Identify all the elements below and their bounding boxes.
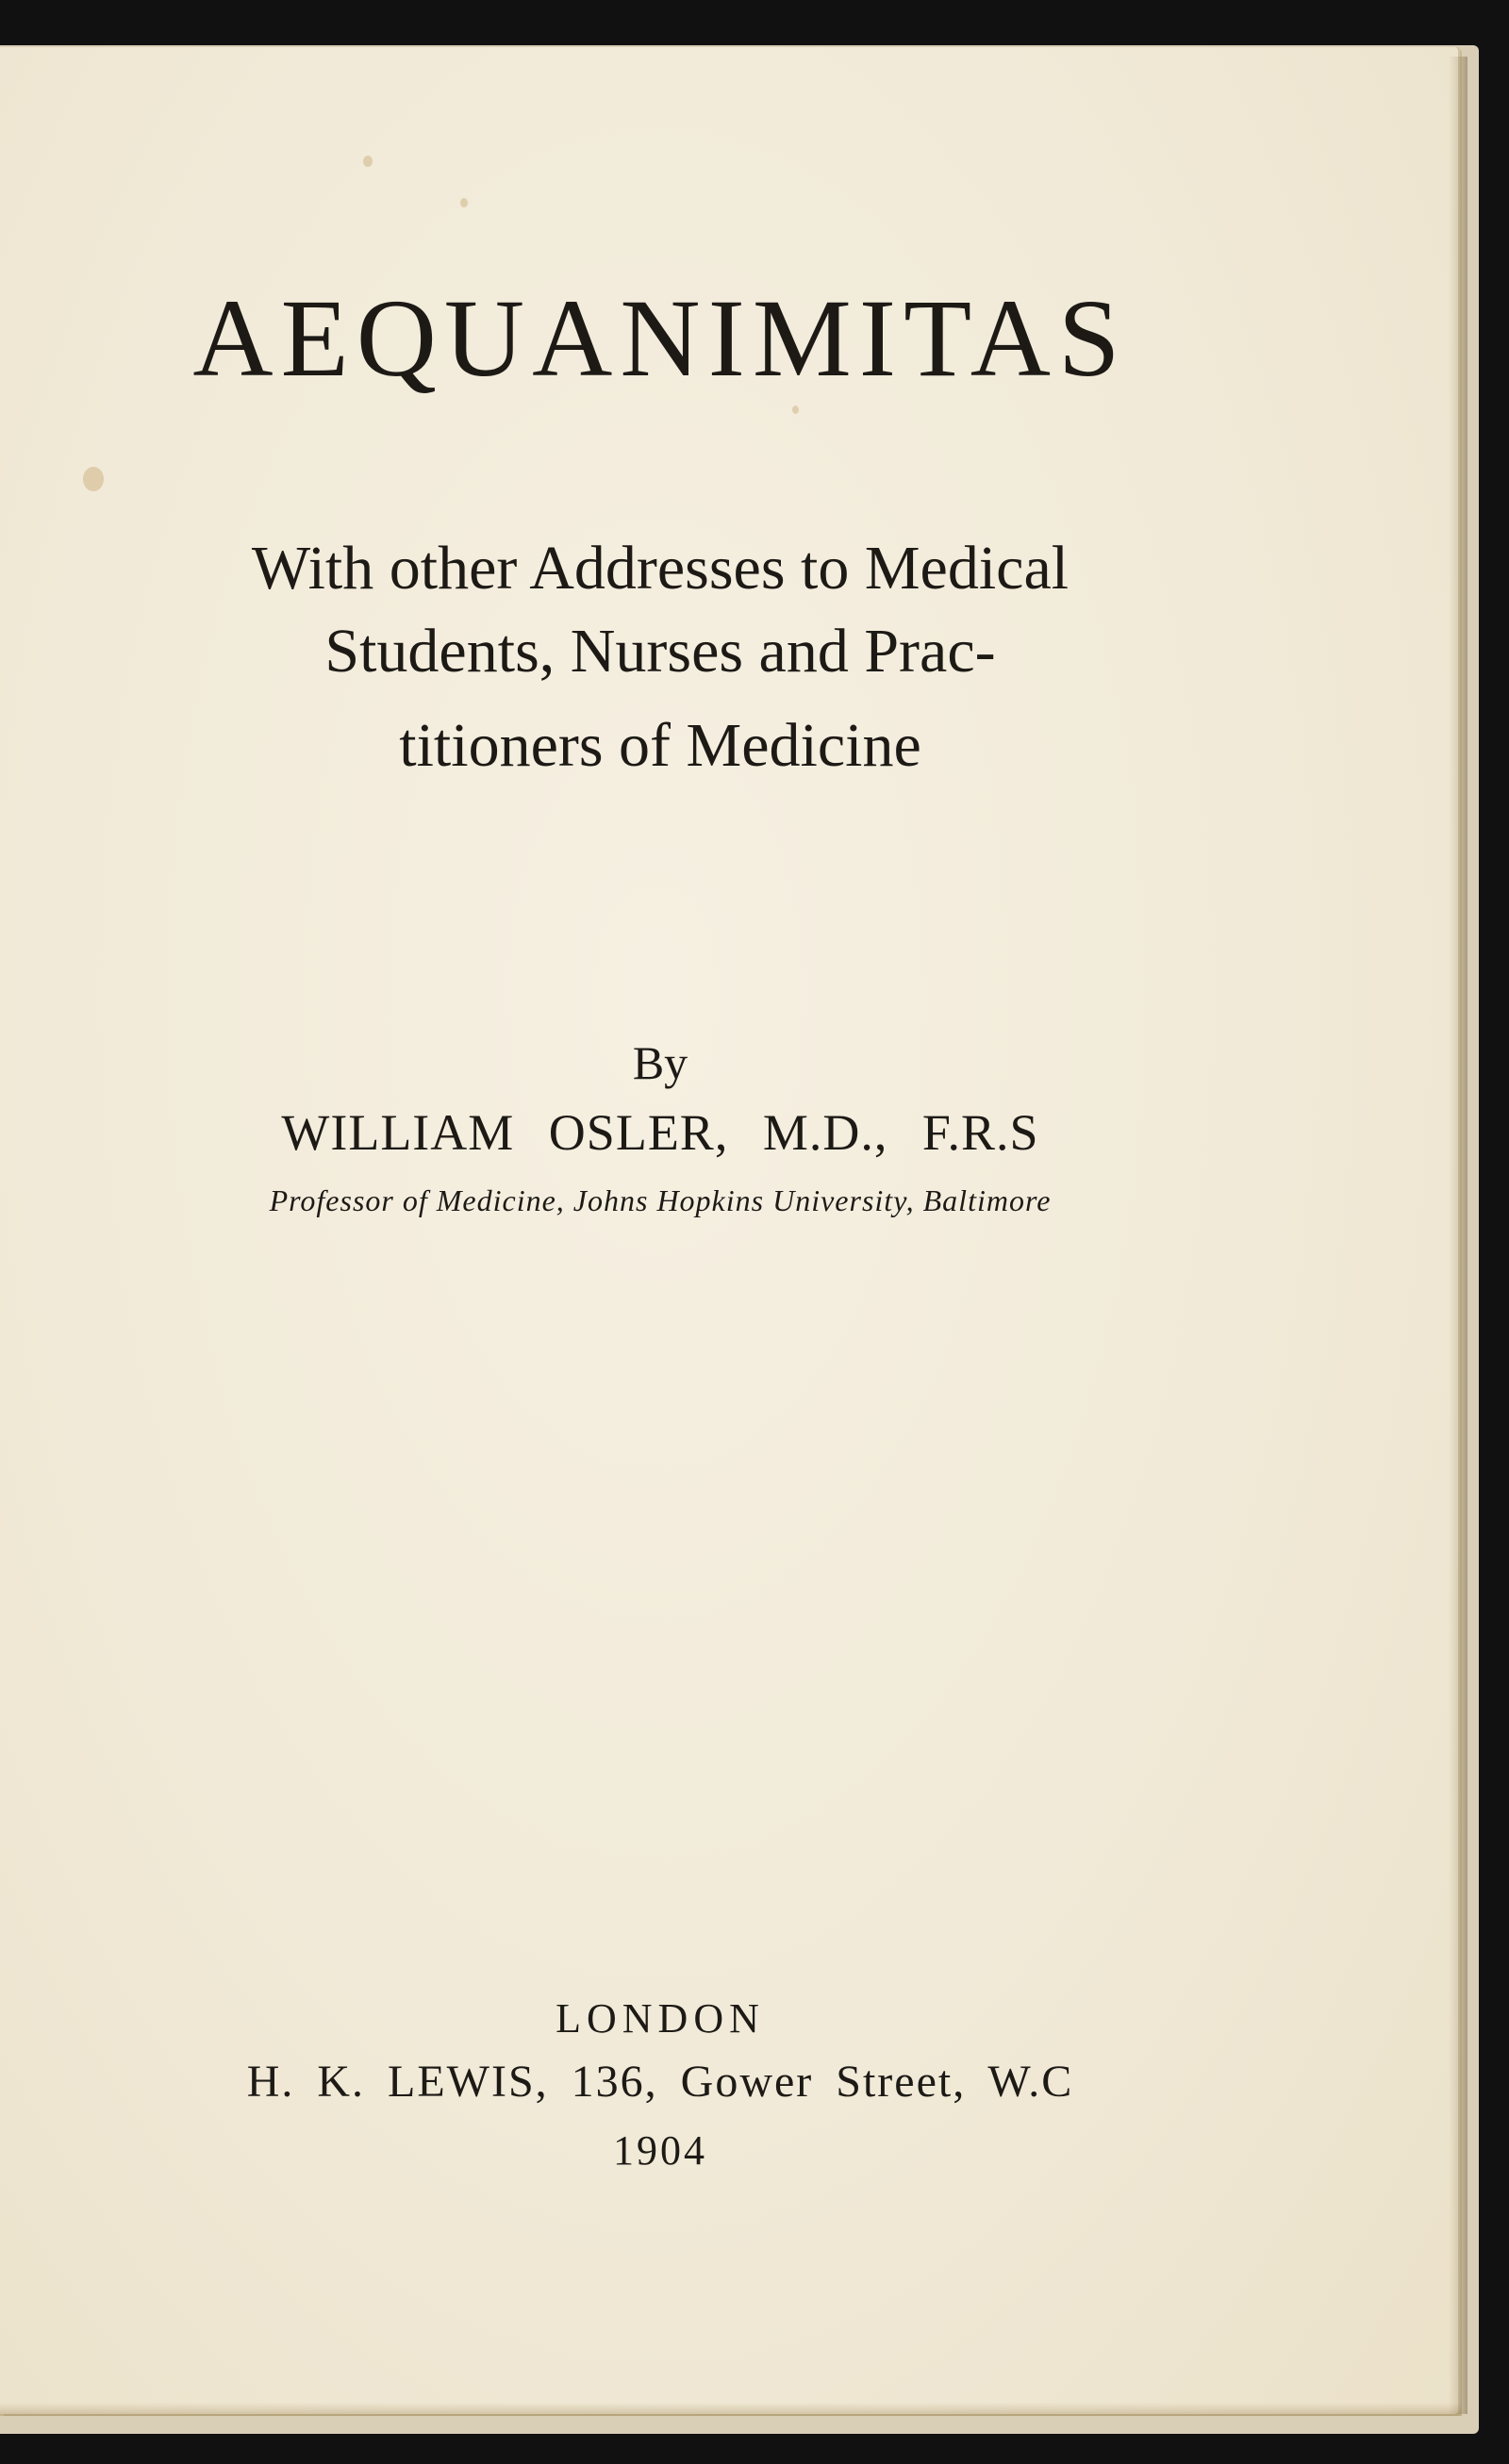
publication-city: LONDON [556, 1995, 765, 2042]
foxing-spot [460, 198, 468, 207]
subtitle-line-3: titioners of Medicine [399, 711, 921, 780]
title-page [0, 47, 1458, 2414]
book-title: AEQUANIMITAS [192, 276, 1128, 400]
publication-year: 1904 [613, 2127, 707, 2174]
author-name: WILLIAM OSLER, M.D., F.R.S [281, 1104, 1039, 1161]
foxing-spot [792, 405, 799, 414]
page-edge-shadow-bottom [0, 2403, 1462, 2416]
foxing-spot [83, 467, 104, 491]
publisher-line: H. K. LEWIS, 136, Gower Street, W.C [246, 2057, 1074, 2107]
foxing-spot [363, 156, 373, 167]
subtitle-line-2: Students, Nurses and Prac- [324, 617, 996, 686]
subtitle-line-1: With other Addresses to Medical [251, 534, 1070, 603]
page-edge-shadow-right [1449, 57, 1468, 2414]
author-affiliation: Professor of Medicine, Johns Hopkins University, Baltimore [269, 1183, 1052, 1217]
by-label: By [632, 1036, 688, 1089]
